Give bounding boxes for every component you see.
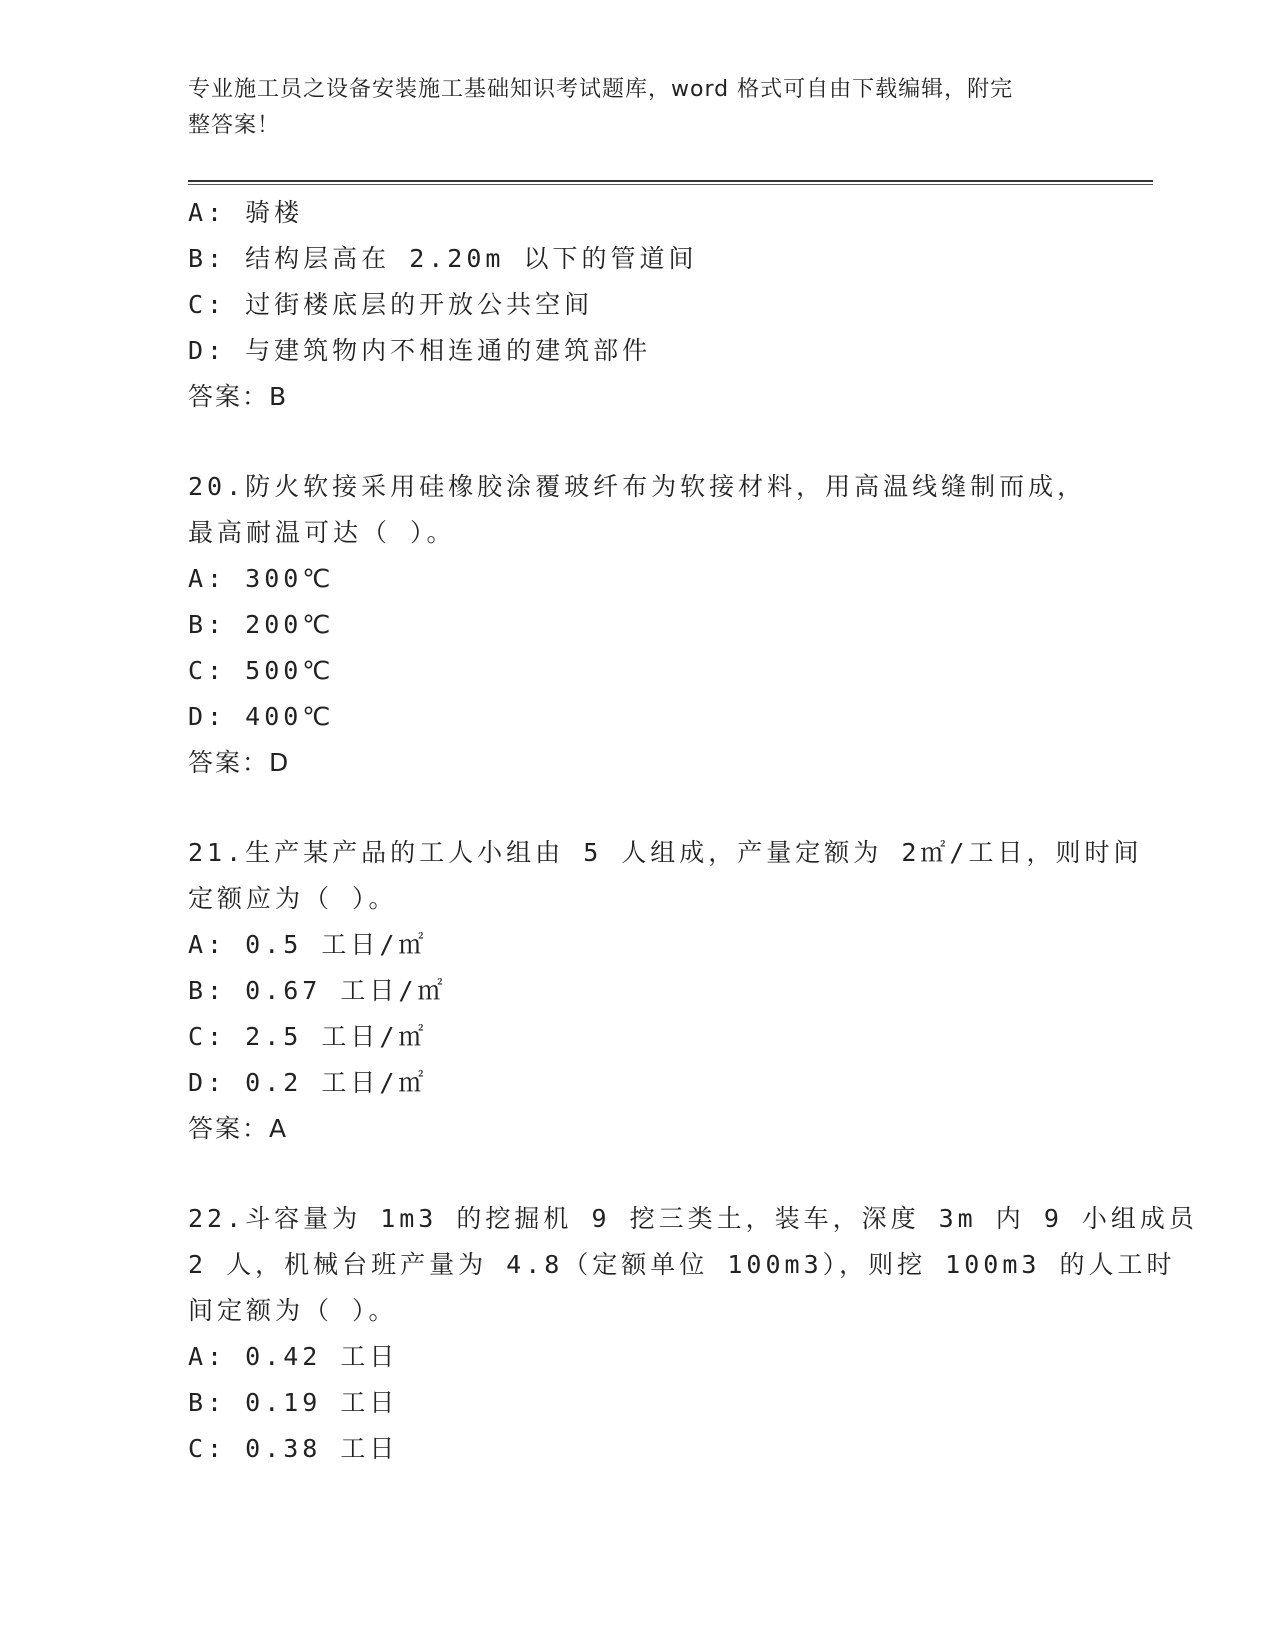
answer-label: 答案：D: [188, 748, 291, 777]
document-header: [188, 72, 1078, 144]
spacer: [188, 786, 1088, 830]
option-d: D: 与建筑物内不相连通的建筑部件: [188, 336, 652, 365]
header-line-1: 专业施工员之设备安装施工基础知识考试题库，word 格式可自由下载编辑，附完: [188, 77, 1014, 102]
question-stem-line: 21.生产某产品的工人小组由 5 人组成，产量定额为 2㎡/工日，则时间: [188, 838, 1143, 867]
option-c: C: 过街楼底层的开放公共空间: [188, 290, 594, 319]
question-19: [188, 190, 1088, 420]
question-stem-line: 20.防火软接采用硅橡胶涂覆玻纤布为软接材料，用高温线缝制而成，: [188, 472, 1087, 501]
option-c: C: 2.5 工日/㎡: [188, 1022, 428, 1051]
option-b: B: 200℃: [188, 610, 335, 639]
option-a: A: 0.5 工日/㎡: [188, 930, 428, 959]
option-a: A: 0.42 工日: [188, 1342, 399, 1371]
header-line-2: 整答案！: [188, 113, 281, 138]
question-stem-line: 定额应为（ ）。: [188, 884, 398, 913]
option-b: B: 0.67 工日/㎡: [188, 976, 447, 1005]
question-stem-line: 最高耐温可达（ ）。: [188, 518, 456, 547]
question-stem-line: 2 人，机械台班产量为 4.8（定额单位 100m3），则挖 100m3 的人工时: [188, 1250, 1176, 1279]
answer-label: 答案：B: [188, 382, 289, 411]
option-b: B: 结构层高在 2.20m 以下的管道间: [188, 244, 698, 273]
header-divider-thin: [188, 184, 1153, 185]
option-a: A: 300℃: [188, 564, 335, 593]
question-stem-line: 间定额为（ ）。: [188, 1296, 398, 1325]
option-d: D: 400℃: [188, 702, 335, 731]
question-20: [188, 464, 1088, 786]
option-c: C: 500℃: [188, 656, 335, 685]
header-divider-thick: [188, 180, 1153, 182]
question-22: [188, 1196, 1198, 1472]
option-c: C: 0.38 工日: [188, 1434, 399, 1463]
question-21: [188, 830, 1143, 1152]
spacer: [188, 420, 1088, 464]
option-d: D: 0.2 工日/㎡: [188, 1068, 428, 1097]
question-stem-line: 22.斗容量为 1m3 的挖掘机 9 挖三类土，装车，深度 3m 内 9 小组成员: [188, 1204, 1198, 1233]
option-a: A: 骑楼: [188, 198, 304, 227]
spacer: [188, 1152, 1088, 1196]
answer-label: 答案：A: [188, 1114, 289, 1143]
document-body: [188, 190, 1198, 1472]
option-b: B: 0.19 工日: [188, 1388, 399, 1417]
